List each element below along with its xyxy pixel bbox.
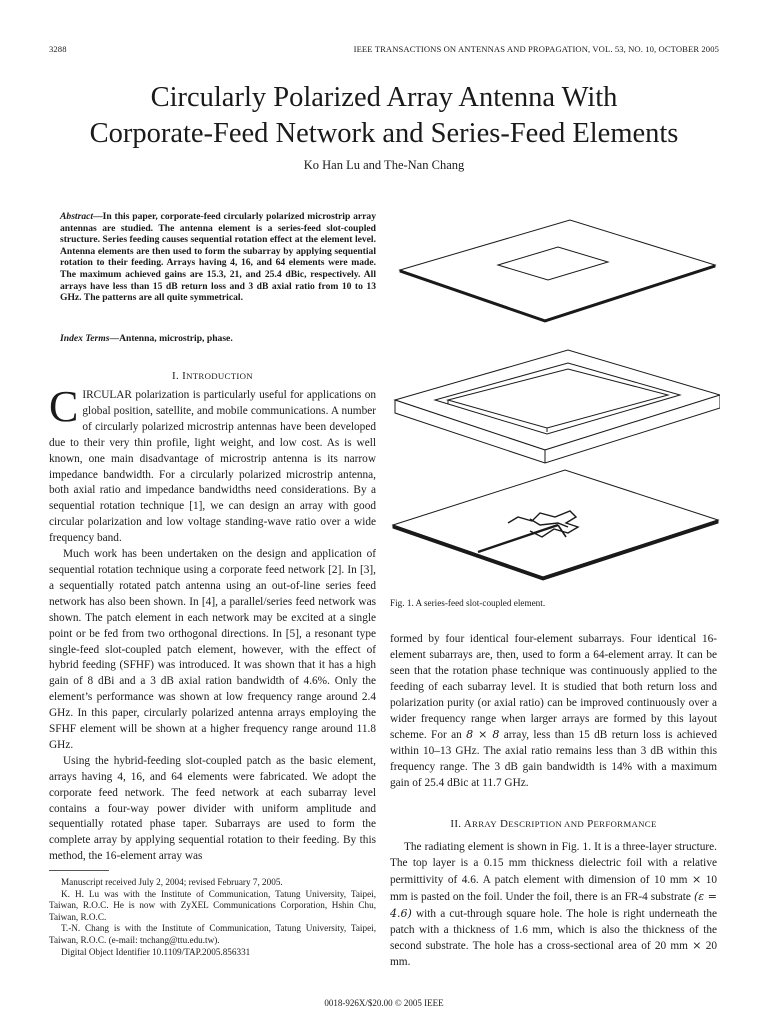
top-foil-layer xyxy=(400,220,715,320)
sec2-part-c: with a cut-through square hole. The hole is right underneath the patch with a thickness of 1.6 mm, which is also the thickness of the second substrate. The hole has a cross-sectional area of 20 mm xyxy=(390,907,717,953)
figure-1-caption: Fig. 1. A series-feed slot-coupled element. xyxy=(390,598,546,608)
paper-title xyxy=(0,80,768,152)
index-terms xyxy=(60,333,376,345)
permittivity-math: (ε = 4.6) xyxy=(390,889,717,920)
section-2-numeral: II. xyxy=(450,818,462,830)
section-1-numeral: I. xyxy=(172,370,180,382)
section-2-w2-first: D xyxy=(499,818,509,830)
right-paragraph-1 xyxy=(390,632,717,792)
intro-p1-text: IRCULAR polarization is particularly useful for applications on global position, satellite, and mobile communications. A number of circularly polarized microstrip antennas have been developed due to their very thin profile, light weight, and low cost. As is well known, one main disadvantage of microstrip antenna is its narrow impedance bandwidth. For a circularly polarized microstrip antenna, both axial ratio and impedance bandwidths need considerations. By a sequential rotation technique [1], we can design an array with good circular polarization and low voltage standing-wave ratio over a wide frequency band. xyxy=(49,389,376,545)
section-2-paragraph-1 xyxy=(390,840,717,971)
footnotes xyxy=(49,877,376,958)
patch-element xyxy=(498,247,608,280)
footnote-received: Manuscript received July 2, 2004; revised February 7, 2005. xyxy=(61,877,283,887)
sec2-part-a: The radiating element is shown in Fig. 1. It is a three-layer structure. The top layer is a 0.15 mm thickness dielectric foil with a relative permittivity of 4.6. A patch element with dimension of 10 mm xyxy=(390,841,717,886)
substrate-hole-inner xyxy=(448,369,668,428)
middle-substrate-layer xyxy=(395,350,720,463)
footnote-doi: Digital Object Identifier 10.1109/TAP.2005.856331 xyxy=(61,946,251,957)
array-size-math: 8 × 8 xyxy=(466,728,500,742)
slot-arm xyxy=(530,519,568,527)
footnote-author-2: T.-N. Chang is with the Institute of Communication, Tatung University, Taipei, Taiwan, R.O.C. (e-mail: tnchang@ttu.edu.tw). xyxy=(49,923,376,945)
sec2-part-d: 20 mm. xyxy=(390,940,718,969)
index-terms-text: —Antenna, microstrip, phase. xyxy=(109,333,233,344)
drop-cap: C xyxy=(49,382,79,431)
bottom-feed-layer xyxy=(393,470,718,580)
index-terms-label: Index Terms xyxy=(60,333,110,344)
footnote-rule xyxy=(49,870,109,871)
section-2-heading xyxy=(390,818,717,830)
feed-line xyxy=(478,525,558,552)
section-2-w3-rest: ERFORMANCE xyxy=(593,819,657,829)
intro-paragraph-1 xyxy=(49,382,376,547)
right-p1-part-a: formed by four identical four-element subarrays. Four identical 16-element subarrays are, then, used to form a 64-element array. It can be seen that the rotation phase technique was continuously applied to the feeding of each subarray level. It is studied that both return loss and polarization purity (or axial ratio) can be improved continuously over a wider frequency range when larger arrays are formed by this layout scheme. For an xyxy=(390,633,717,742)
section-2-w3-first: P xyxy=(587,818,594,830)
abstract-text: —In this paper, corporate-feed circularly polarized microstrip array antennas are studied. The antenna element is a series-feed slot-coupled structure. Series feeding causes sequential rotation effect at the element level. Antenna elements are then used to form the subarray by applying sequential rotation to their feeding. Arrays having 4, 16, and 64 elements were made. The maximum achieved gains are 15.3, 21, and 25.4 dBic, respectively. All arrays have less than 15 dB return loss and 3 dB axial ratio from 10 to 13 GHz. The patterns are all quite symmetrical. xyxy=(60,211,376,304)
sec2-part-b: 10 mm is pasted on the foil. Under the foil, there is an FR-4 substrate xyxy=(390,873,718,903)
right-column-continuation xyxy=(390,632,717,792)
figure-1-illustration xyxy=(390,205,720,590)
title-line-2: Corporate-Feed Network and Series-Feed Elements xyxy=(89,118,679,149)
times-symbol-2: × xyxy=(692,939,702,953)
section-2-w1-rest: RRAY xyxy=(472,819,497,829)
section-1-heading xyxy=(49,370,376,382)
section-2-w1-first: A xyxy=(463,818,473,830)
section-1-first-letter: I xyxy=(182,370,187,382)
running-header: IEEE TRANSACTIONS ON ANTENNAS AND PROPAGATION, VOL. 53, NO. 10, OCTOBER 2005 xyxy=(353,44,719,54)
intro-paragraph-2: Much work has been undertaken on the design and application of sequential rotation technique using a corporate feed network [2]. In [3], a sequentially rotated patch antenna using an out-of-line series feed network has also been shown. In [4], a parallel/series feed network was shown. The patch element in each network may be excited at a single point or be fed from two orthogonal directions. In [5], a resonant type single-feed slot-coupled patch element, however, with the effect of hybrid feeding (SFHF) was introduced. It was shown that it has a high gain of 8 dBi and a 3 dB axial ration bandwidth of 4.6%. Only the element’s performance was shown at low frequency range around 2.4 GHz. In this paper, circularly polarized antenna arrays employing the SFHF element will be shown at a higher frequency range around 11.8 GHz. xyxy=(49,548,376,751)
top-foil-thickness xyxy=(400,265,715,322)
section-2-body xyxy=(390,840,717,971)
page-number: 3288 xyxy=(49,44,67,54)
title-line-1: Circularly Polarized Array Antenna With xyxy=(150,82,618,113)
section-2-w2-rest: ESCRIPTION AND xyxy=(508,819,585,829)
section-1-rest: NTRODUCTION xyxy=(186,371,253,381)
intro-paragraph-3: Using the hybrid-feeding slot-coupled patch as the basic element, arrays having 4, 16, and 64 elements were fabricated. We adopt the corporate feed network. The feed network at each subarray level contains a four-way power divider with uniform amplitude and sequentially rotated phase taper. Subarrays are used to form the complete array by applying sequential rotation to their feeding. By this method, the 16-element array was xyxy=(49,754,376,863)
footnote-author-1: K. H. Lu was with the Institute of Communication, Tatung University, Taipei, Taiwan, R.O.C. He is now with ZyXEL Communications Corporation, Hshin Chu, Taiwan, R.O.C. xyxy=(49,888,376,922)
right-p1-part-b: array, less than 15 dB return loss is achieved within 10–13 GHz. The axial ratio remains less than 3 dB within this frequency range. The 3 dB gain bandwidth is 14% with a maximum gain of 25.4 dBic at 11.7 GHz. xyxy=(390,729,717,790)
abstract xyxy=(60,211,376,304)
authors: Ko Han Lu and The-Nan Chang xyxy=(303,158,465,172)
introduction-body xyxy=(49,382,376,865)
times-symbol: × xyxy=(691,872,702,886)
copyright-footer: 0018-926X/$20.00 © 2005 IEEE xyxy=(324,998,444,1008)
abstract-label: Abstract xyxy=(60,211,94,222)
